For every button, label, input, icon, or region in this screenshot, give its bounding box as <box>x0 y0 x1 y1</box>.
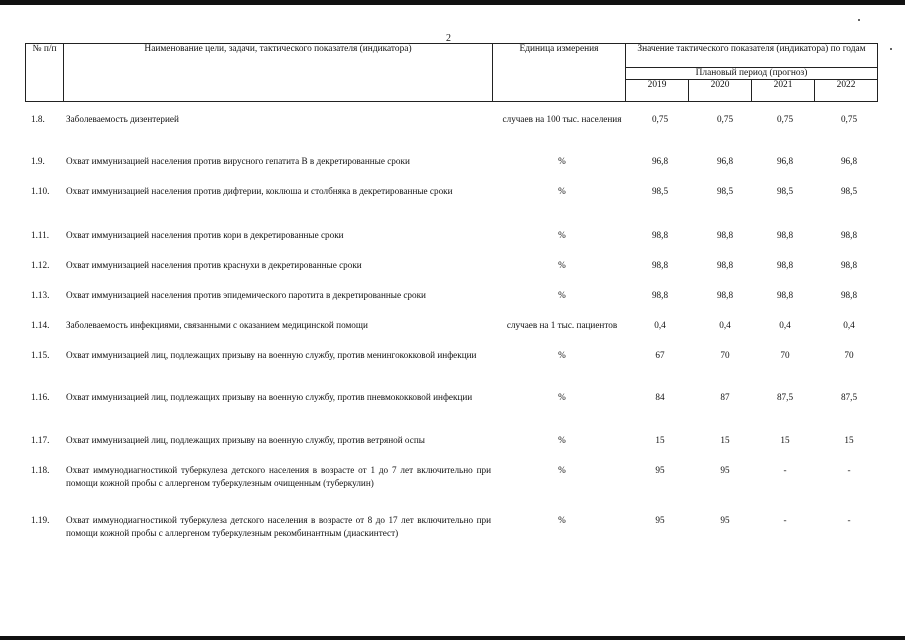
page-number: 2 <box>446 33 451 44</box>
row-value-2021: 98,8 <box>776 290 794 300</box>
row-unit: случаев на 1 тыс. пациентов <box>506 320 618 330</box>
row-num: 1.8. <box>31 114 45 124</box>
header-year: 2019 <box>626 80 689 102</box>
row-value-2019: 95 <box>655 515 665 525</box>
row-num: 1.18. <box>31 465 50 475</box>
row-value-2020: 15 <box>720 435 730 445</box>
row-value-2021: 0,75 <box>776 114 794 124</box>
row-value-2020: 98,8 <box>716 260 734 270</box>
row-unit: % <box>558 156 566 166</box>
row-num: 1.16. <box>31 392 50 402</box>
row-name: Охват иммунизацией населения против вирусного гепатита В в декретированные сроки <box>66 156 410 166</box>
row-unit: % <box>558 392 566 402</box>
header-unit: Единица измерения <box>493 44 626 102</box>
row-num: 1.14. <box>31 320 50 330</box>
row-value-2021: 15 <box>780 435 790 445</box>
row-num: 1.13. <box>31 290 50 300</box>
row-value-2022: - <box>847 465 851 475</box>
row-name: Охват иммунизацией населения против краснухи в декретированные сроки <box>66 260 362 270</box>
row-value-2020: 96,8 <box>716 156 734 166</box>
row-unit: % <box>558 435 566 445</box>
row-num: 1.11. <box>31 230 50 240</box>
row-value-2020: 98,5 <box>716 186 734 196</box>
row-value-2020: 0,4 <box>719 320 731 330</box>
row-value-2022: 98,8 <box>840 230 858 240</box>
row-value-2019: 98,5 <box>651 186 669 196</box>
row-value-2019: 95 <box>655 465 665 475</box>
row-value-2020: 87 <box>720 392 730 402</box>
row-value-2020: 98,8 <box>716 230 734 240</box>
scan-top-border <box>0 0 905 5</box>
row-value-2021: - <box>783 465 787 475</box>
header-values: Значение тактического показателя (индикатора) по годам <box>626 44 878 68</box>
row-name: Охват иммунизацией лиц, подлежащих призыву на военную службу, против ветряной оспы <box>66 435 425 445</box>
row-value-2021: 0,4 <box>779 320 791 330</box>
row-value-2020: 95 <box>720 465 730 475</box>
row-value-2019: 98,8 <box>651 260 669 270</box>
row-unit: % <box>558 515 566 525</box>
row-num: 1.15. <box>31 350 50 360</box>
row-num: 1.10. <box>31 186 50 196</box>
scan-speck <box>890 48 892 50</box>
row-value-2022: 0,75 <box>840 114 858 124</box>
row-value-2019: 0,4 <box>654 320 666 330</box>
row-value-2022: 87,5 <box>840 392 858 402</box>
row-num: 1.17. <box>31 435 50 445</box>
scan-bottom-border <box>0 636 905 640</box>
row-value-2021: 87,5 <box>776 392 794 402</box>
row-unit: % <box>558 186 566 196</box>
header-name: Наименование цели, задачи, тактического показателя (индикатора) <box>64 44 493 102</box>
row-value-2022: 70 <box>844 350 854 360</box>
row-value-2021: 98,5 <box>776 186 794 196</box>
row-value-2019: 67 <box>655 350 665 360</box>
row-value-2019: 15 <box>655 435 665 445</box>
row-num: 1.9. <box>31 156 45 166</box>
row-name: Заболеваемость дизентерией <box>66 114 179 124</box>
row-value-2020: 70 <box>720 350 730 360</box>
row-value-2022: 96,8 <box>840 156 858 166</box>
row-value-2020: 0,75 <box>716 114 734 124</box>
header-period: Плановый период (прогноз) <box>626 68 878 80</box>
row-value-2022: - <box>847 515 851 525</box>
header-num: № п/п <box>26 44 64 102</box>
header-year: 2020 <box>689 80 752 102</box>
header-year: 2021 <box>752 80 815 102</box>
row-value-2021: 70 <box>780 350 790 360</box>
row-unit: % <box>558 230 566 240</box>
row-num: 1.12. <box>31 260 50 270</box>
scan-speck <box>858 19 860 21</box>
row-value-2021: 96,8 <box>776 156 794 166</box>
row-name: Охват иммунизацией населения против эпидемического паротита в декретированные сроки <box>66 290 426 300</box>
row-name: Охват иммунизацией населения против дифтерии, коклюша и столбняка в декретированные сроки <box>66 186 453 196</box>
row-num: 1.19. <box>31 515 50 525</box>
row-value-2019: 98,8 <box>651 290 669 300</box>
row-value-2020: 95 <box>720 515 730 525</box>
row-value-2022: 98,8 <box>840 260 858 270</box>
row-value-2022: 0,4 <box>843 320 855 330</box>
row-value-2021: 98,8 <box>776 230 794 240</box>
row-value-2022: 98,5 <box>840 186 858 196</box>
row-unit: % <box>558 290 566 300</box>
row-name: Охват иммунизацией лиц, подлежащих призыву на военную службу, против пневмококковой инфекции <box>66 392 473 402</box>
row-unit: случаев на 100 тыс. населения <box>502 114 622 124</box>
row-value-2019: 98,8 <box>651 230 669 240</box>
row-value-2022: 98,8 <box>840 290 858 300</box>
row-name: Охват иммунодиагностикой туберкулеза детского населения в возрасте от 8 до 17 лет включительно при помощи кожной пробы с аллергеном туберкулезным рекомбинантным (диаскинтест) <box>66 515 491 538</box>
row-unit: % <box>558 260 566 270</box>
row-name: Охват иммунодиагностикой туберкулеза детского населения в возрасте от 1 до 7 лет включительно при помощи кожной пробы с аллергеном туберкулезным очищенным (туберкулин) <box>66 465 491 488</box>
row-name: Заболеваемость инфекциями, связанными с оказанием медицинской помощи <box>66 320 368 330</box>
row-unit: % <box>558 350 566 360</box>
row-name: Охват иммунизацией населения против кори в декретированные сроки <box>66 230 344 240</box>
row-value-2019: 96,8 <box>651 156 669 166</box>
row-value-2022: 15 <box>844 435 854 445</box>
row-value-2019: 84 <box>655 392 665 402</box>
row-value-2021: 98,8 <box>776 260 794 270</box>
row-value-2020: 98,8 <box>716 290 734 300</box>
header-year: 2022 <box>815 80 878 102</box>
row-value-2019: 0,75 <box>651 114 669 124</box>
row-name: Охват иммунизацией лиц, подлежащих призыву на военную службу, против менингококковой инфекции <box>66 350 477 360</box>
row-unit: % <box>558 465 566 475</box>
table-header <box>25 43 878 102</box>
row-value-2021: - <box>783 515 787 525</box>
